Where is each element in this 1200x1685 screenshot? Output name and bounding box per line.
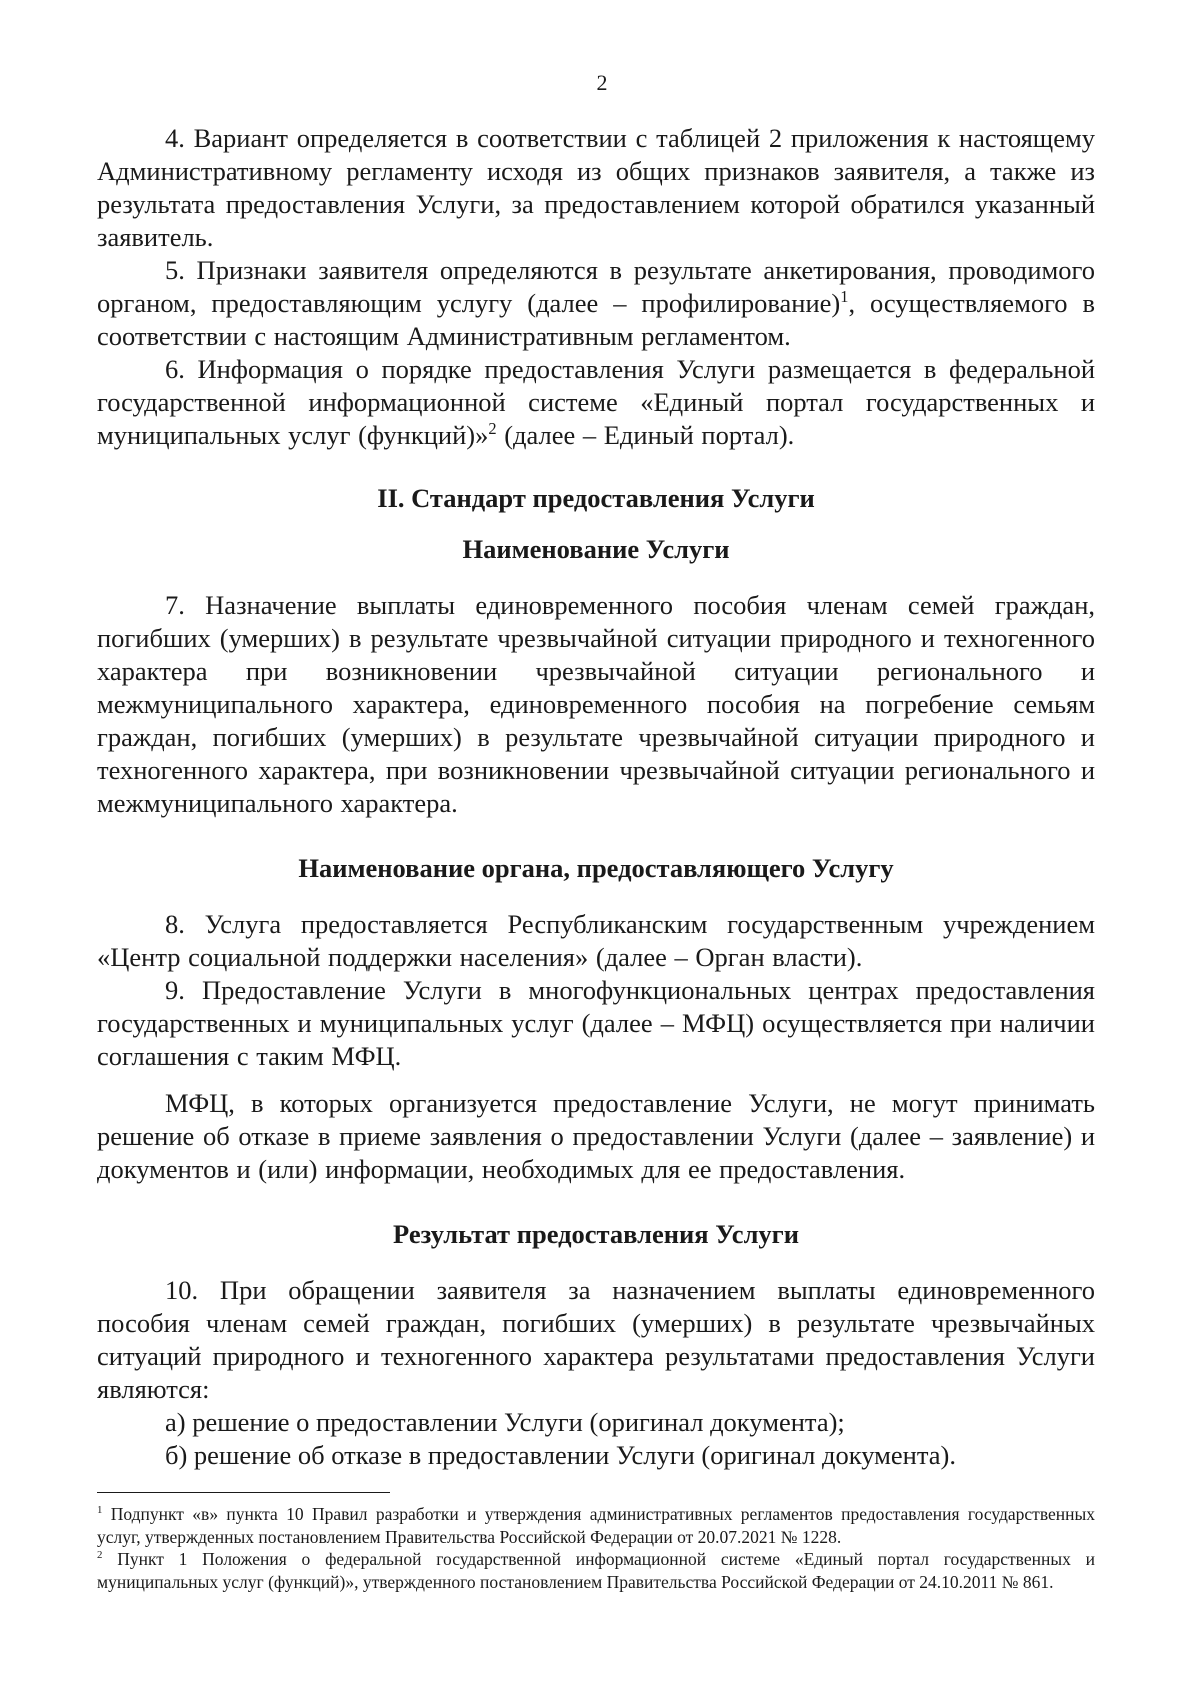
spacer (97, 1073, 1095, 1087)
heading-service-name: Наименование Услуги (462, 534, 730, 564)
list-item-b: б) решение об отказе в предоставлении Услуги (оригинал документа). (165, 1440, 956, 1470)
footnote-1-text: Подпункт «в» пункта 10 Правил разработки и утверждения административных регламентов предоставления государственных услуг, утвержденных постановлением Правительства Российской Федерации от 20.07.2021 № 1228. (97, 1504, 1095, 1547)
heading-organ-name: Наименование органа, предоставляющего Услугу (298, 853, 894, 883)
footnote-mark-2: 2 (97, 1549, 103, 1562)
footnote-ref-1[interactable]: 1 (840, 287, 849, 307)
page-number: 2 (596, 70, 608, 95)
section-title: II. Стандарт предоставления Услуги (377, 483, 815, 513)
heading-result: Результат предоставления Услуги (393, 1219, 799, 1249)
footnote-1 (97, 1503, 1095, 1548)
list-item-a: а) решение о предоставлении Услуги (оригинал документа); (165, 1407, 845, 1437)
footnote-2 (97, 1548, 1095, 1593)
paragraph-9: 9. Предоставление Услуги в многофункциональных центрах предоставления государственных и муниципальных услуг (далее – МФЦ) осуществляется при наличии соглашения с таким МФЦ. (97, 975, 1095, 1071)
paragraph-4 (97, 122, 1095, 254)
paragraph-7: 7. Назначение выплаты единовременного пособия членам семей граждан, погибших (умерших) в результате чрезвычайной ситуации природного и техногенного характера при возникновении чрезвычайной ситуации регионального и межмуниципального характера, единовременного пособия на погребение семьям граждан, погибших (умерших) в результате чрезвычайной ситуации природного и техногенного характера, при возникновении чрезвычайной ситуации регионального и межмуниципального характера. (97, 590, 1095, 818)
paragraph-5 (97, 254, 1095, 353)
paragraph-5-text-after: , осуществляемого в соответствии с настоящим Административным регламентом. (97, 288, 1095, 351)
paragraph-6-text-after: (далее – Единый портал). (496, 420, 795, 450)
paragraph-8: 8. Услуга предоставляется Республиканским государственным учреждением «Центр социальной поддержки населения» (далее – Орган власти). (97, 909, 1095, 972)
paragraph-5-text: 5. Признаки заявителя определяются в результате анкетирования, проводимого органом, предоставляющим услугу (далее – профилирование) (97, 255, 1095, 318)
paragraph-6 (97, 353, 1095, 452)
footnote-mark-1: 1 (97, 1504, 103, 1517)
paragraph-6-text: 6. Информация о порядке предоставления Услуги размещается в федеральной государственной информационной системе «Единый портал государственных и муниципальных услуг (функций)» (97, 354, 1095, 450)
paragraph-4-text: 4. Вариант определяется в соответствии с таблицей 2 приложения к настоящему Административному регламенту исходя из общих признаков заявителя, а также из результата предоставления Услуги, за предоставлением которой обратился указанный заявитель. (97, 123, 1095, 252)
paragraph-9b: МФЦ, в которых организуется предоставление Услуги, не могут принимать решение об отказе в приеме заявления о предоставлении Услуги (далее – заявление) и документов и (или) информации, необходимых для ее предоставления. (97, 1088, 1095, 1184)
footnote-ref-2[interactable]: 2 (488, 419, 497, 439)
footnote-separator (97, 1492, 390, 1493)
footnote-2-text: Пункт 1 Положения о федеральной государственной информационной системе «Единый портал государственных и муниципальных услуг (функций)», утвержденного постановлением Правительства Российской Федерации от 24.10.2011 № 861. (97, 1549, 1095, 1592)
paragraph-10: 10. При обращении заявителя за назначением выплаты единовременного пособия членам семей граждан, погибших (умерших) в результате чрезвычайных ситуаций природного и техногенного характера результатами предоставления Услуги являются: (97, 1275, 1095, 1404)
